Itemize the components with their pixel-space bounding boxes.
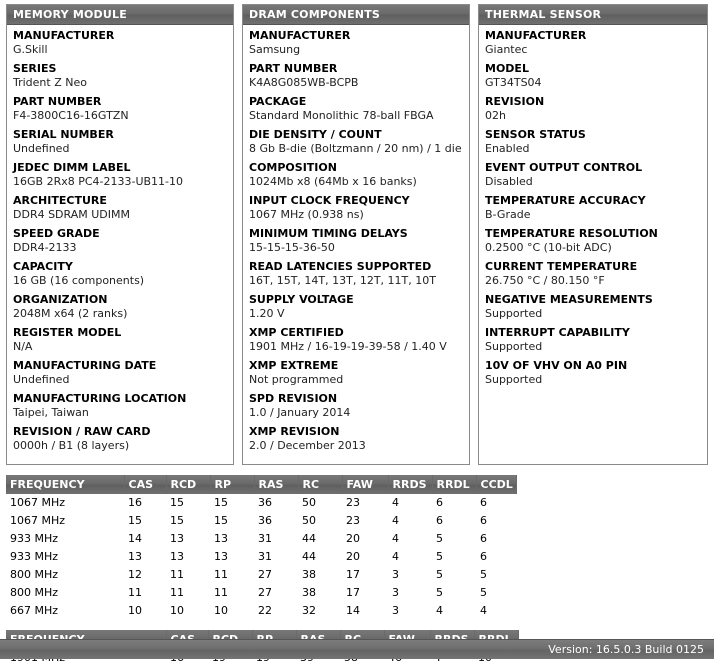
cell-frequency: 1067 MHz: [6, 512, 124, 530]
field-part-number: [13, 95, 227, 123]
field-value: 1.0 / January 2014: [249, 406, 351, 419]
field-label: MANUFACTURING LOCATION: [13, 392, 187, 405]
field-composition: [249, 161, 463, 189]
cell-rp: 15: [210, 512, 254, 530]
cell-rrdl: 5: [432, 566, 476, 584]
cell-rrds: 3: [388, 584, 432, 602]
field-jedec-dimm-label: [13, 161, 227, 189]
field-value: Supported: [485, 340, 543, 353]
table-row: [6, 566, 516, 584]
field-label: XMP EXTREME: [249, 359, 339, 372]
field-read-latencies-supported: [249, 260, 463, 288]
cell-rrds: 3: [388, 566, 432, 584]
cell-faw: 17: [342, 584, 388, 602]
cell-cas: 11: [124, 584, 166, 602]
cell-rc: 50: [298, 512, 342, 530]
cell-ras: 31: [254, 548, 298, 566]
cell-rcd: 10: [166, 602, 210, 620]
field-label: MODEL: [485, 62, 529, 75]
cell-cas: 13: [124, 548, 166, 566]
column-header-frequency: FREQUENCY: [6, 475, 124, 494]
field-label: DIE DENSITY / COUNT: [249, 128, 382, 141]
status-bar: [0, 639, 714, 659]
field-value: 2048M x64 (2 ranks): [13, 307, 128, 320]
cell-frequency: 667 MHz: [6, 602, 124, 620]
cell-ccdl: 5: [476, 566, 516, 584]
field-label: MANUFACTURER: [13, 29, 115, 42]
field-capacity: [13, 260, 227, 288]
cell-rc: 38: [298, 584, 342, 602]
field-spd-revision: [249, 392, 463, 420]
cell-rrds: 4: [388, 494, 432, 512]
cell-rp: 13: [210, 530, 254, 548]
cell-ccdl: 5: [476, 584, 516, 602]
field-value: K4A8G085WB-BCPB: [249, 76, 359, 89]
cell-faw: 23: [342, 494, 388, 512]
field-temperature-resolution: [485, 227, 701, 255]
column-header-ras: RAS: [254, 475, 298, 494]
field-label: TEMPERATURE RESOLUTION: [485, 227, 658, 240]
field-label: CAPACITY: [13, 260, 73, 273]
field-value: N/A: [13, 340, 33, 353]
cell-rc: 44: [298, 548, 342, 566]
field-value: Samsung: [249, 43, 301, 56]
cell-faw: 23: [342, 512, 388, 530]
field-manufacturer: [13, 29, 227, 57]
cell-frequency: 933 MHz: [6, 548, 124, 566]
cell-rrdl: 5: [432, 530, 476, 548]
field-current-temperature: [485, 260, 701, 288]
field-label: XMP REVISION: [249, 425, 340, 438]
field-value: Taipei, Taiwan: [13, 406, 89, 419]
field-label: ARCHITECTURE: [13, 194, 107, 207]
column-header-rrdl: RRDL: [432, 475, 476, 494]
jedec-timings-section: [0, 475, 714, 620]
field-value: 26.750 °C / 80.150 °F: [485, 274, 605, 287]
field-value: DDR4 SDRAM UDIMM: [13, 208, 130, 221]
field-label: INPUT CLOCK FREQUENCY: [249, 194, 410, 207]
cell-rrds: 4: [388, 512, 432, 530]
field-manufacturer: [485, 29, 701, 57]
field-interrupt-capability: [485, 326, 701, 354]
field-label: XMP CERTIFIED: [249, 326, 344, 339]
column-header-cas: CAS: [124, 475, 166, 494]
column-header-rp: RP: [210, 475, 254, 494]
field-manufacturer: [249, 29, 463, 57]
cell-cas: 16: [124, 494, 166, 512]
field-value: 16 GB (16 components): [13, 274, 145, 287]
field-value: DDR4-2133: [13, 241, 77, 254]
field-value: F4-3800C16-16GTZN: [13, 109, 129, 122]
cell-frequency: 1067 MHz: [6, 494, 124, 512]
field-value: G.Skill: [13, 43, 48, 56]
cell-cas: 15: [124, 512, 166, 530]
field-label: ORGANIZATION: [13, 293, 108, 306]
cell-ras: 36: [254, 494, 298, 512]
jedec-timings-table: [6, 475, 517, 620]
table-row: [6, 548, 516, 566]
table-header-row: [6, 475, 516, 494]
field-label: REVISION: [485, 95, 545, 108]
panel-title-thermal-sensor: THERMAL SENSOR: [479, 5, 707, 25]
cell-rcd: 13: [166, 530, 210, 548]
cell-rrdl: 5: [432, 548, 476, 566]
field-value: 1024Mb x8 (64Mb x 16 banks): [249, 175, 417, 188]
field-input-clock-frequency: [249, 194, 463, 222]
cell-rc: 32: [298, 602, 342, 620]
field-label: PACKAGE: [249, 95, 307, 108]
cell-cas: 14: [124, 530, 166, 548]
field-architecture: [13, 194, 227, 222]
field-label: PART NUMBER: [249, 62, 338, 75]
field-revision: [485, 95, 701, 123]
cell-ccdl: 6: [476, 548, 516, 566]
cell-faw: 14: [342, 602, 388, 620]
cell-frequency: 933 MHz: [6, 530, 124, 548]
cell-rcd: 11: [166, 566, 210, 584]
cell-frequency: 800 MHz: [6, 566, 124, 584]
panel-memory-module: [6, 4, 234, 465]
field-label: MINIMUM TIMING DELAYS: [249, 227, 408, 240]
cell-faw: 17: [342, 566, 388, 584]
cell-rcd: 11: [166, 584, 210, 602]
panel-dram-components: [242, 4, 470, 465]
field-label: MANUFACTURER: [485, 29, 587, 42]
panel-title-memory-module: MEMORY MODULE: [7, 5, 233, 25]
cell-rcd: 15: [166, 494, 210, 512]
field-label: COMPOSITION: [249, 161, 337, 174]
cell-rcd: 15: [166, 512, 210, 530]
panel-thermal-sensor: [478, 4, 708, 465]
cell-ccdl: 4: [476, 602, 516, 620]
cell-ras: 27: [254, 584, 298, 602]
field-10v-vhv-a0-pin: [485, 359, 701, 387]
cell-rc: 44: [298, 530, 342, 548]
field-label: REGISTER MODEL: [13, 326, 122, 339]
cell-rp: 11: [210, 584, 254, 602]
table-row: [6, 512, 516, 530]
field-label: CURRENT TEMPERATURE: [485, 260, 638, 273]
field-value: 1067 MHz (0.938 ns): [249, 208, 364, 221]
panel-title-dram-components: DRAM COMPONENTS: [243, 5, 469, 25]
field-label: JEDEC DIMM LABEL: [13, 161, 131, 174]
cell-rc: 38: [298, 566, 342, 584]
field-label: SUPPLY VOLTAGE: [249, 293, 354, 306]
field-label: SPD REVISION: [249, 392, 338, 405]
field-label: REVISION / RAW CARD: [13, 425, 151, 438]
cell-rrdl: 6: [432, 512, 476, 530]
field-value: 16GB 2Rx8 PC4-2133-UB11-10: [13, 175, 184, 188]
cell-faw: 20: [342, 530, 388, 548]
panel-body-thermal-sensor: [479, 25, 707, 398]
field-label: SERIES: [13, 62, 57, 75]
field-xmp-revision: [249, 425, 463, 453]
cell-rp: 13: [210, 548, 254, 566]
field-sensor-status: [485, 128, 701, 156]
field-label: 10V OF VHV ON A0 PIN: [485, 359, 628, 372]
field-xmp-extreme: [249, 359, 463, 387]
field-register-model: [13, 326, 227, 354]
cell-cas: 12: [124, 566, 166, 584]
field-value: GT34TS04: [485, 76, 542, 89]
field-value: 0.2500 °C (10-bit ADC): [485, 241, 612, 254]
field-value: 16T, 15T, 14T, 13T, 12T, 11T, 10T: [249, 274, 436, 287]
field-value: Undefined: [13, 142, 70, 155]
field-temperature-accuracy: [485, 194, 701, 222]
column-header-faw: FAW: [342, 475, 388, 494]
cell-rrdl: 5: [432, 584, 476, 602]
field-event-output-control: [485, 161, 701, 189]
field-revision-raw-card: [13, 425, 227, 453]
cell-rrdl: 6: [432, 494, 476, 512]
field-manufacturing-location: [13, 392, 227, 420]
field-value: Not programmed: [249, 373, 344, 386]
table-row: [6, 530, 516, 548]
cell-rp: 10: [210, 602, 254, 620]
field-label: MANUFACTURER: [249, 29, 351, 42]
cell-ras: 22: [254, 602, 298, 620]
field-organization: [13, 293, 227, 321]
field-value: B-Grade: [485, 208, 531, 221]
field-value: Enabled: [485, 142, 530, 155]
field-value: Disabled: [485, 175, 533, 188]
cell-ccdl: 6: [476, 530, 516, 548]
field-speed-grade: [13, 227, 227, 255]
field-package: [249, 95, 463, 123]
panel-body-dram-components: [243, 25, 469, 464]
field-manufacturing-date: [13, 359, 227, 387]
field-die-density-count: [249, 128, 463, 156]
cell-rp: 15: [210, 494, 254, 512]
field-label: READ LATENCIES SUPPORTED: [249, 260, 432, 273]
cell-ras: 36: [254, 512, 298, 530]
column-header-rc: RC: [298, 475, 342, 494]
field-value: Supported: [485, 307, 543, 320]
field-value: 0000h / B1 (8 layers): [13, 439, 130, 452]
cell-rrds: 4: [388, 530, 432, 548]
column-header-ccdl: CCDL: [476, 475, 516, 494]
field-xmp-certified: [249, 326, 463, 354]
field-negative-measurements: [485, 293, 701, 321]
field-minimum-timing-delays: [249, 227, 463, 255]
field-value: Standard Monolithic 78-ball FBGA: [249, 109, 434, 122]
panel-body-memory-module: [7, 25, 233, 464]
field-label: SENSOR STATUS: [485, 128, 586, 141]
field-value: 02h: [485, 109, 506, 122]
field-value: Giantec: [485, 43, 528, 56]
cell-rc: 50: [298, 494, 342, 512]
field-label: SPEED GRADE: [13, 227, 100, 240]
field-label: PART NUMBER: [13, 95, 102, 108]
field-label: INTERRUPT CAPABILITY: [485, 326, 630, 339]
cell-rrds: 3: [388, 602, 432, 620]
field-value: Trident Z Neo: [13, 76, 87, 89]
field-series: [13, 62, 227, 90]
field-label: TEMPERATURE ACCURACY: [485, 194, 646, 207]
cell-frequency: 800 MHz: [6, 584, 124, 602]
cell-rrds: 4: [388, 548, 432, 566]
cell-rcd: 13: [166, 548, 210, 566]
cell-faw: 20: [342, 548, 388, 566]
table-row: [6, 494, 516, 512]
field-label: EVENT OUTPUT CONTROL: [485, 161, 643, 174]
field-value: 15-15-15-36-50: [249, 241, 335, 254]
field-value: 8 Gb B-die (Boltzmann / 20 nm) / 1 die: [249, 142, 462, 155]
cell-ras: 27: [254, 566, 298, 584]
cell-rp: 11: [210, 566, 254, 584]
cell-rrdl: 4: [432, 602, 476, 620]
field-label: MANUFACTURING DATE: [13, 359, 157, 372]
field-label: NEGATIVE MEASUREMENTS: [485, 293, 653, 306]
field-value: Undefined: [13, 373, 70, 386]
cell-ccdl: 6: [476, 494, 516, 512]
table-row: [6, 584, 516, 602]
field-supply-voltage: [249, 293, 463, 321]
field-serial-number: [13, 128, 227, 156]
column-header-rcd: RCD: [166, 475, 210, 494]
field-value: 2.0 / December 2013: [249, 439, 366, 452]
table-row: [6, 602, 516, 620]
field-value: 1.20 V: [249, 307, 285, 320]
cell-cas: 10: [124, 602, 166, 620]
field-part-number: [249, 62, 463, 90]
field-label: SERIAL NUMBER: [13, 128, 114, 141]
field-value: Supported: [485, 373, 543, 386]
field-model: [485, 62, 701, 90]
cell-ccdl: 6: [476, 512, 516, 530]
version-label: Version: 16.5.0.3 Build 0125: [548, 643, 704, 656]
field-value: 1901 MHz / 16-19-19-39-58 / 1.40 V: [249, 340, 447, 353]
cell-ras: 31: [254, 530, 298, 548]
column-header-rrds: RRDS: [388, 475, 432, 494]
